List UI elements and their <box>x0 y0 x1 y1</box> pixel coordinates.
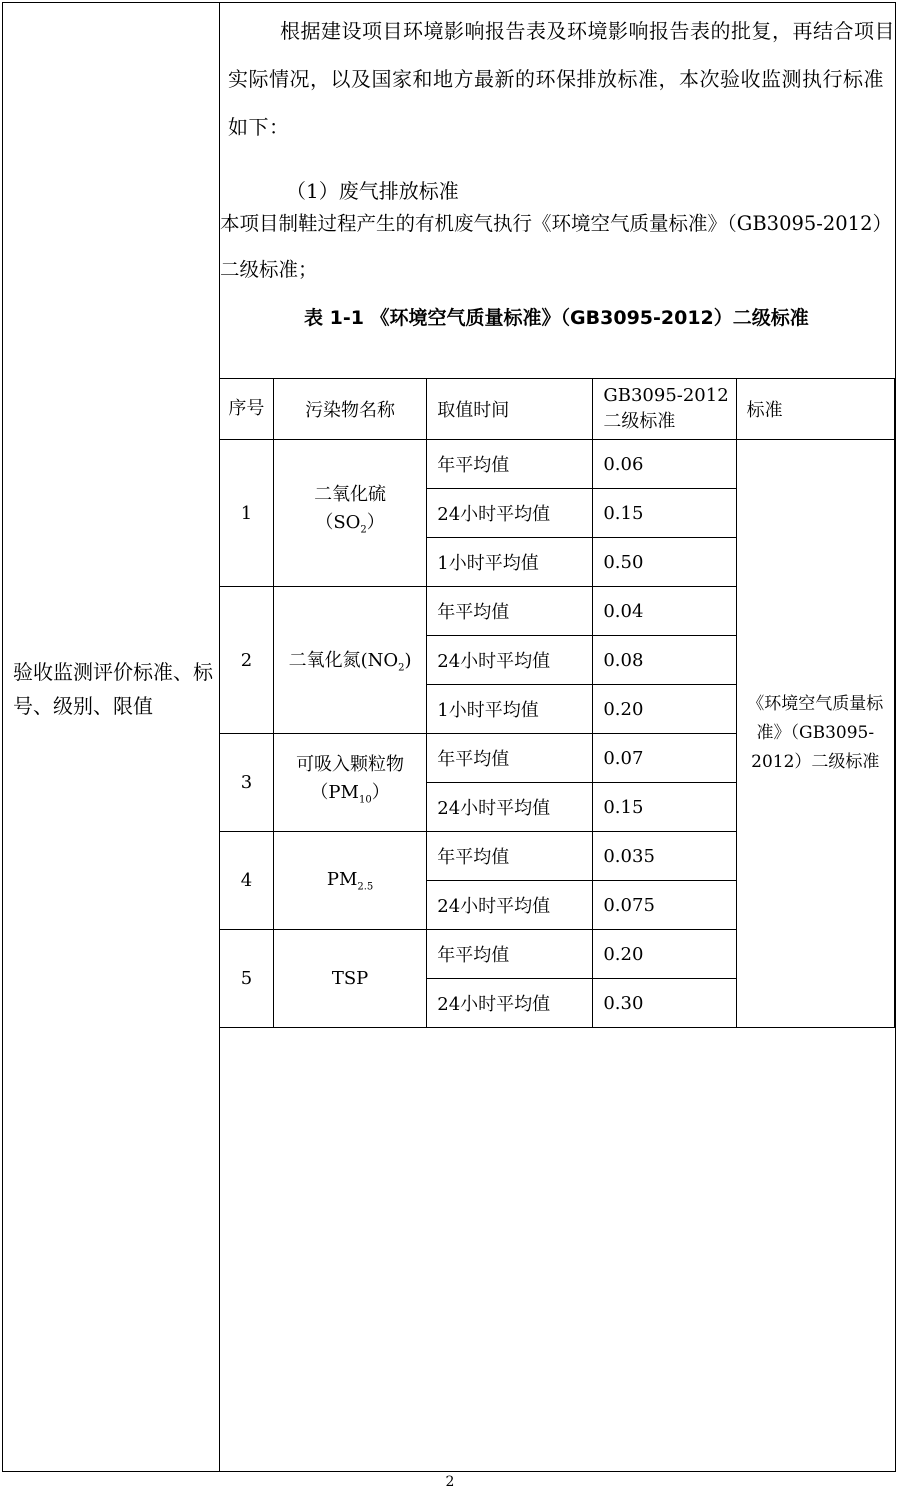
value-cell: 0.15 <box>593 489 736 538</box>
header-time: 取值时间 <box>427 379 593 440</box>
value-cell: 0.30 <box>593 979 736 1028</box>
time-cell: 24小时平均值 <box>427 881 593 930</box>
value-cell: 0.035 <box>593 832 736 881</box>
time-cell: 24小时平均值 <box>427 636 593 685</box>
value-cell: 0.50 <box>593 538 736 587</box>
paragraph-2: 本项目制鞋过程产生的有机废气执行《环境空气质量标准》（GB3095-2012）二级标准； <box>220 212 883 281</box>
pollutant-name: 二氧化氮$(NO_2)$ <box>273 587 426 734</box>
row-no: 2 <box>220 587 274 734</box>
value-cell: 0.20 <box>593 930 736 979</box>
subheading: （1）废气排放标准 <box>286 179 459 203</box>
row-label: 验收监测评价标准、标号、级别、限值 <box>13 660 213 718</box>
row-no: 4 <box>220 832 274 930</box>
table-caption: 表 1-1 《环境空气质量标准》（GB3095-2012）二级标准 <box>304 307 809 329</box>
time-cell: 1小时平均值 <box>427 538 593 587</box>
header-standard: 标准 <box>736 379 894 440</box>
value-cell: 0.15 <box>593 783 736 832</box>
time-cell: 24小时平均值 <box>427 489 593 538</box>
standards-table <box>219 378 895 1028</box>
table-header-row <box>220 379 895 440</box>
table-row <box>220 440 895 489</box>
form-frame <box>2 2 896 1472</box>
value-cell: 0.06 <box>593 440 736 489</box>
time-cell: 24小时平均值 <box>427 783 593 832</box>
time-cell: 年平均值 <box>427 587 593 636</box>
intro-paragraph: 根据建设项目环境影响报告表及环境影响报告表的批复，再结合项目实际情况，以及国家和地方最新的环保排放标准，本次验收监测执行标准如下： <box>228 19 895 139</box>
value-cell: 0.08 <box>593 636 736 685</box>
standard-name-cell: 《环境空气质量标准》（GB3095-2012）二级标准 <box>736 440 894 1028</box>
row-no: 1 <box>220 440 274 587</box>
header-pollutant: 污染物名称 <box>273 379 426 440</box>
pollutant-name: TSP <box>273 930 426 1028</box>
page-number: 2 <box>445 1474 455 1490</box>
time-cell: 1小时平均值 <box>427 685 593 734</box>
time-cell: 年平均值 <box>427 440 593 489</box>
header-no: 序号 <box>220 379 274 440</box>
value-cell: 0.07 <box>593 734 736 783</box>
row-no: 5 <box>220 930 274 1028</box>
row-no: 3 <box>220 734 274 832</box>
pollutant-name: $PM_{2.5}$ <box>273 832 426 930</box>
pollutant-name: 二氧化硫 $(SO_2)$ <box>273 440 426 587</box>
value-cell: 0.04 <box>593 587 736 636</box>
header-limit: GB3095-2012二级标准 <box>593 379 736 440</box>
value-cell: 0.075 <box>593 881 736 930</box>
value-cell: 0.20 <box>593 685 736 734</box>
time-cell: 年平均值 <box>427 734 593 783</box>
pollutant-name: 可吸入颗粒物 $(PM_{10})$ <box>273 734 426 832</box>
time-cell: 年平均值 <box>427 832 593 881</box>
time-cell: 24小时平均值 <box>427 979 593 1028</box>
time-cell: 年平均值 <box>427 930 593 979</box>
